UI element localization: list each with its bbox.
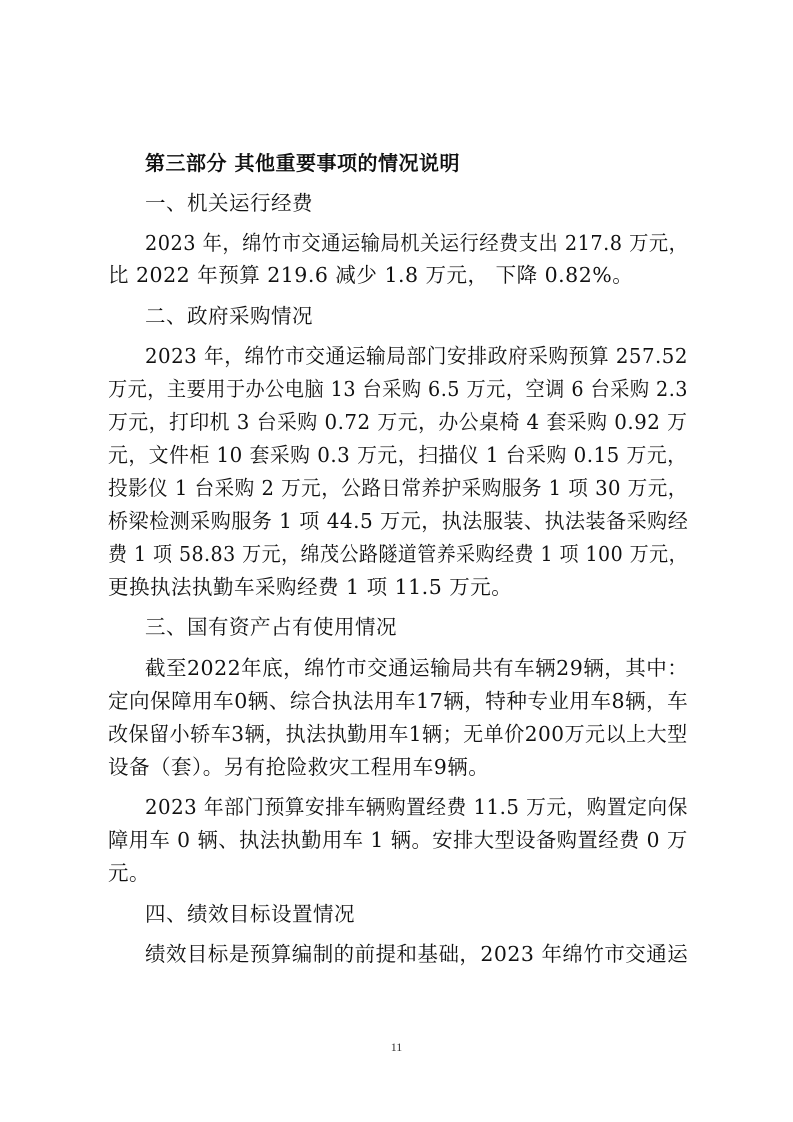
section-title: 第三部分 其他重要事项的情况说明: [145, 151, 460, 175]
paragraph-line: 定向保障用车0辆、综合执法用车17辆，特种专业用车8辆，车: [108, 689, 689, 713]
paragraph-line: 投影仪 1 台采购 2 万元，公路日常养护采购服务 1 项 30 万元，: [108, 476, 688, 500]
heading-4: 四、绩效目标设置情况: [145, 902, 355, 926]
paragraph-line: 改保留小轿车3辆，执法执勤用车1辆；无单价200万元以上大型: [108, 722, 688, 746]
paragraph-line: 比 2022 年预算 219.6 减少 1.8 万元， 下降 0.82%。: [108, 263, 634, 287]
paragraph-line: 2023 年，绵竹市交通运输局部门安排政府采购预算 257.52: [145, 344, 688, 368]
paragraph-line: 2023 年部门预算安排车辆购置经费 11.5 万元，购置定向保: [145, 795, 688, 819]
paragraph-line: 万元，主要用于办公电脑 13 台采购 6.5 万元，空调 6 台采购 2.3: [108, 377, 688, 401]
heading-1: 一、机关运行经费: [145, 191, 313, 215]
heading-2: 二、政府采购情况: [145, 304, 313, 328]
paragraph-line: 元。: [108, 861, 150, 885]
paragraph-line: 更换执法执勤车采购经费 1 项 11.5 万元。: [108, 575, 513, 599]
paragraph-line: 费 1 项 58.83 万元，绵茂公路隧道管养采购经费 1 项 100 万元，: [108, 542, 689, 566]
heading-3: 三、国有资产占有使用情况: [145, 615, 397, 639]
paragraph-line: 万元，打印机 3 台采购 0.72 万元，办公桌椅 4 套采购 0.92 万: [108, 410, 688, 434]
paragraph-line: 截至2022年底，绵竹市交通运输局共有车辆29辆，其中：: [145, 656, 689, 680]
paragraph-line: 2023 年，绵竹市交通运输局机关运行经费支出 217.8 万元，: [145, 231, 689, 255]
paragraph-line: 设备（套）。另有抢险救灾工程用车9辆。: [108, 755, 490, 779]
paragraph-line: 绩效目标是预算编制的前提和基础，2023 年绵竹市交通运: [145, 942, 689, 966]
paragraph-line: 元，文件柜 10 套采购 0.3 万元，扫描仪 1 台采购 0.15 万元，: [108, 443, 688, 467]
paragraph-line: 桥梁检测采购服务 1 项 44.5 万元，执法服装、执法装备采购经: [108, 509, 689, 533]
paragraph-line: 障用车 0 辆、执法执勤用车 1 辆。安排大型设备购置经费 0 万: [108, 828, 688, 852]
page-number: 11: [390, 1040, 403, 1054]
